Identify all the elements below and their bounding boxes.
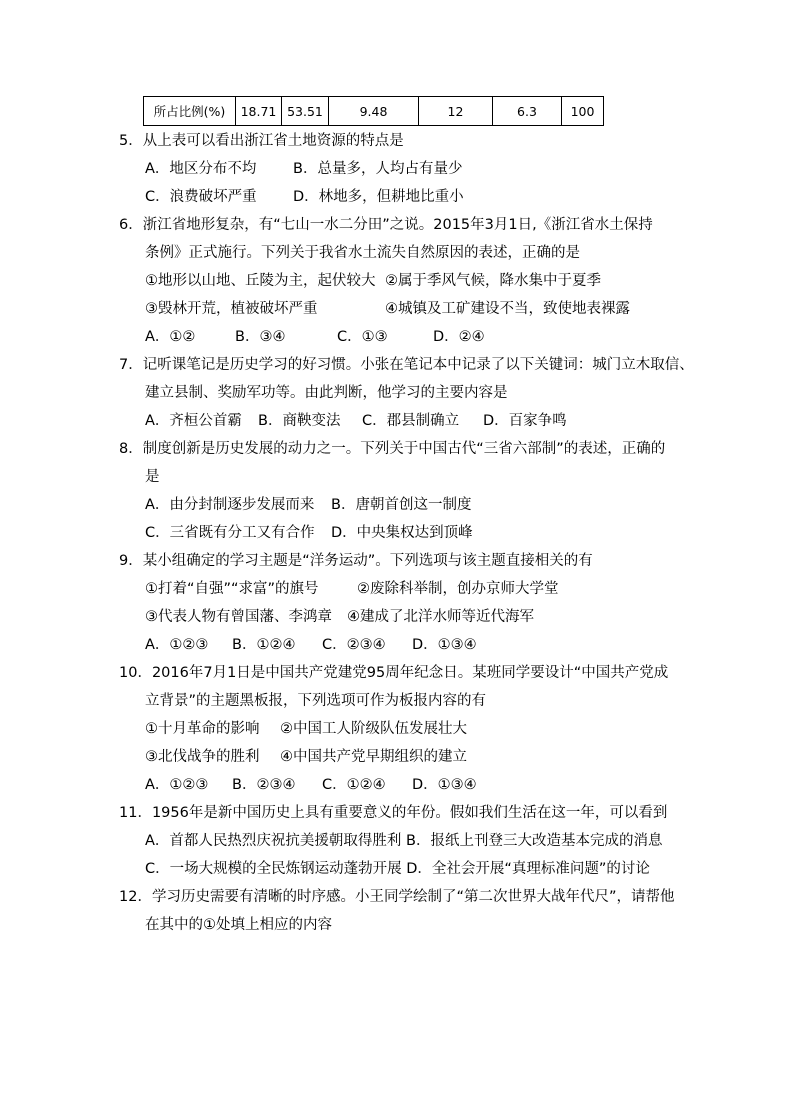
question-9-option-c: C．②③④ (322, 637, 386, 653)
question-6-stem-line2: 条例》正式施行。下列关于我省水土流失自然原因的表述，正确的是 (145, 245, 580, 261)
question-10-statement-1: ①十月革命的影响 (145, 721, 260, 737)
question-10-option-b: B．②③④ (232, 777, 296, 793)
question-8-option-a: A．由分封制逐步发展而来 (145, 497, 315, 513)
table-cell: 6.3 (493, 97, 562, 126)
question-7-stem-line2: 建立县制、奖励军功等。由此判断，他学习的主要内容是 (145, 385, 508, 401)
land-ratio-table (143, 96, 604, 126)
question-6-statement-1: ①地形以山地、丘陵为主，起伏较大 (145, 273, 376, 289)
question-6-option-b: B．③④ (235, 329, 286, 345)
question-9-statement-2: ②废除科举制，创办京师大学堂 (357, 581, 559, 597)
question-10-statement-2: ②中国工人阶级队伍发展壮大 (280, 721, 467, 737)
table-row-label: 所占比例(%) (144, 97, 236, 126)
question-7-option-b: B．商鞅变法 (258, 413, 341, 429)
table-cell: 9.48 (329, 97, 419, 126)
question-10-option-d: D．①③④ (412, 777, 477, 793)
question-9-option-d: D．①③④ (412, 637, 477, 653)
question-8-option-b: B．唐朝首创这一制度 (331, 497, 472, 513)
table-cell: 53.51 (282, 97, 329, 126)
question-6-option-a: A．①② (145, 329, 196, 345)
question-7-option-d: D．百家争鸣 (483, 413, 567, 429)
question-12-stem-line2: 在其中的①处填上相应的内容 (145, 917, 332, 933)
question-9-statement-1: ①打着“自强”“求富”的旗号 (145, 581, 319, 597)
question-5-option-b: B．总量多，人均占有量少 (293, 161, 463, 177)
question-7-stem-line1: 7．记听课笔记是历史学习的好习惯。小张在笔记本中记录了以下关键词：城门立木取信、 (119, 357, 694, 373)
question-9-option-a: A．①②③ (145, 637, 209, 653)
question-5-option-d: D．林地多，但耕地比重小 (293, 189, 464, 205)
question-7-option-c: C．郡县制确立 (362, 413, 460, 429)
question-8-option-d: D．中央集权达到顶峰 (331, 525, 473, 541)
question-12-stem-line1: 12．学习历史需要有清晰的时序感。小王同学绘制了“第二次世界大战年代尺”，请帮他 (119, 889, 675, 905)
table-cell: 12 (419, 97, 493, 126)
question-8-option-c: C．三省既有分工又有合作 (145, 525, 315, 541)
question-10-option-a: A．①②③ (145, 777, 209, 793)
table-row (144, 97, 604, 126)
question-5-option-a: A．地区分布不均 (145, 161, 257, 177)
question-8-stem-line2: 是 (145, 469, 160, 485)
question-10-option-c: C．①②④ (322, 777, 386, 793)
question-9-statement-3: ③代表人物有曾国藩、李鸿章 (145, 609, 332, 625)
question-6-option-d: D．②④ (433, 329, 485, 345)
table-cell: 100 (562, 97, 604, 126)
question-9-option-b: B．①②④ (232, 637, 296, 653)
question-10-stem-line2: 立背景”的主题黑板报，下列选项可作为板报内容的有 (145, 693, 487, 709)
question-6-option-c: C．①③ (337, 329, 388, 345)
question-6-statement-3: ③毁林开荒，植被破坏严重 (145, 301, 318, 317)
question-11-options-cd: C．一场大规模的全民炼钢运动蓬勃开展 D．全社会开展“真理标准问题”的讨论 (145, 861, 650, 877)
question-5-stem: 5．从上表可以看出浙江省土地资源的特点是 (119, 133, 404, 149)
question-10-statement-3: ③北伐战争的胜利 (145, 749, 260, 765)
question-10-statement-4: ④中国共产党早期组织的建立 (280, 749, 467, 765)
question-11-options-ab: A．首都人民热烈庆祝抗美援朝取得胜利 B．报纸上刊登三大改造基本完成的消息 (145, 833, 663, 849)
question-6-statement-4: ④城镇及工矿建设不当，致使地表裸露 (385, 301, 630, 317)
question-6-statement-2: ②属于季风气候，降水集中于夏季 (385, 273, 601, 289)
question-6-stem-line1: 6．浙江省地形复杂，有“七山一水二分田”之说。2015年3月1日,《浙江省水土保持 (119, 217, 653, 233)
question-11-stem: 11．1956年是新中国历史上具有重要意义的年份。假如我们生活在这一年，可以看到 (119, 805, 668, 821)
question-5-option-c: C．浪费破坏严重 (145, 189, 257, 205)
question-9-stem: 9．某小组确定的学习主题是“洋务运动”。下列选项与该主题直接相关的有 (119, 553, 593, 569)
table-cell: 18.71 (236, 97, 282, 126)
question-9-statement-4: ④建成了北洋水师等近代海军 (347, 609, 534, 625)
question-7-option-a: A．齐桓公首霸 (145, 413, 242, 429)
question-10-stem-line1: 10．2016年7月1日是中国共产党建党95周年纪念日。某班同学要设计“中国共产党成 (119, 665, 669, 681)
question-8-stem-line1: 8．制度创新是历史发展的动力之一。下列关于中国古代“三省六部制”的表述，正确的 (119, 441, 666, 457)
